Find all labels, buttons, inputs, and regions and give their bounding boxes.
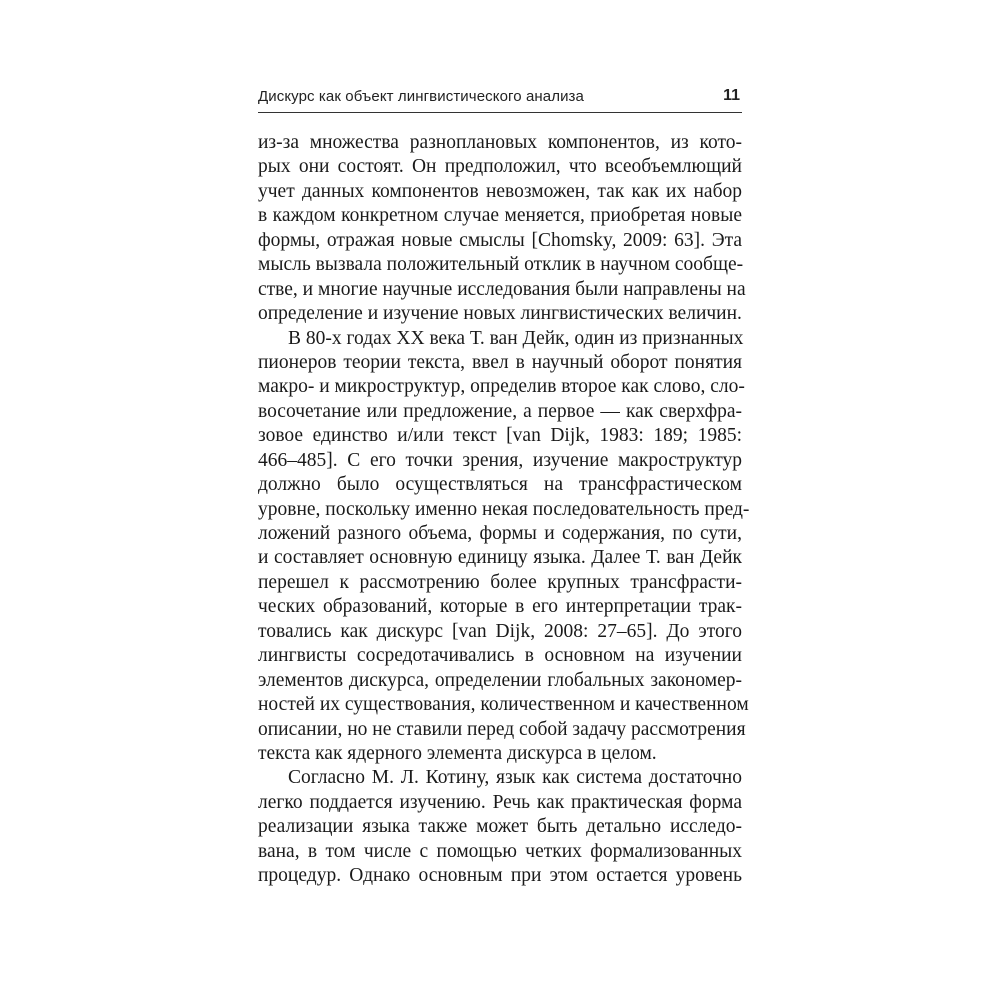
text-line: 466–485]. С его точки зрения, изучение макроструктур [258, 449, 742, 471]
text-line: пионеров теории текста, ввел в научный оборот понятия [258, 351, 742, 373]
text-line: ческих образований, которые в его интерпретации трак- [258, 596, 742, 618]
text-line: Согласно М. Л. Котину, язык как система достаточно [288, 767, 742, 789]
text-line: В 80-х годах XX века Т. ван Дейк, один из признанных [288, 327, 744, 349]
text-line: ностей их существования, количественном и качественном [258, 694, 749, 716]
text-line: должно было осуществляться на трансфрастическом [258, 474, 742, 496]
text-line: макро- и микроструктур, определив второе как слово, сло- [258, 376, 745, 398]
running-head [258, 86, 742, 110]
text-line: вана, в том числе с помощью четких формализованных [258, 840, 742, 862]
running-title: Дискурс как объект лингвистического анализа [258, 88, 584, 105]
text-line: ложений разного объема, формы и содержания, по сути, [258, 523, 742, 544]
text-line: формы, отражая новые смыслы [Chomsky, 2009: 63]. Эта [258, 229, 742, 251]
text-line: уровне, поскольку именно некая последовательность пред- [258, 498, 750, 520]
text-line: мысль вызвала положительный отклик в научном сообще- [258, 254, 744, 276]
text-line: стве, и многие научные исследования были направлены на [258, 278, 746, 300]
text-line: из-за множества разноплановых компонентов, из кото- [258, 132, 742, 153]
header-rule [258, 112, 742, 113]
text-line: описании, но не ставили перед собой задачу рассмотрения [258, 718, 746, 740]
text-line: лингвисты сосредотачивались в основном на изучении [258, 645, 742, 667]
page-number: 11 [723, 87, 740, 104]
text-line: элементов дискурса, определении глобальных закономер- [258, 669, 742, 691]
text-line: учет данных компонентов невозможен, так как их набор [258, 180, 742, 202]
text-line: текста как ядерного элемента дискурса в целом. [258, 742, 657, 764]
text-line: реализации языка также может быть детально исследо- [258, 816, 742, 838]
text-line: товались как дискурс [van Dijk, 2008: 27–65]. До этого [258, 620, 742, 642]
text-line: восочетание или предложение, а первое — как сверхфра- [258, 400, 742, 422]
text-line: в каждом конкретном случае меняется, приобретая новые [258, 205, 742, 227]
text-line: рых они состоят. Он предположил, что всеобъемлющий [258, 156, 742, 178]
text-line: определение и изучение новых лингвистических величин. [258, 303, 742, 325]
text-line: и составляет основную единицу языка. Далее Т. ван Дейк [258, 547, 742, 569]
text-line: легко поддается изучению. Речь как практическая форма [258, 791, 742, 813]
text-line: зовое единство и/или текст [van Dijk, 1983: 189; 1985: [258, 425, 742, 447]
text-line: перешел к рассмотрению более крупных трансфрасти- [258, 571, 742, 593]
text-line: процедур. Однако основным при этом остается уровень [258, 865, 742, 887]
body-text [258, 131, 750, 889]
